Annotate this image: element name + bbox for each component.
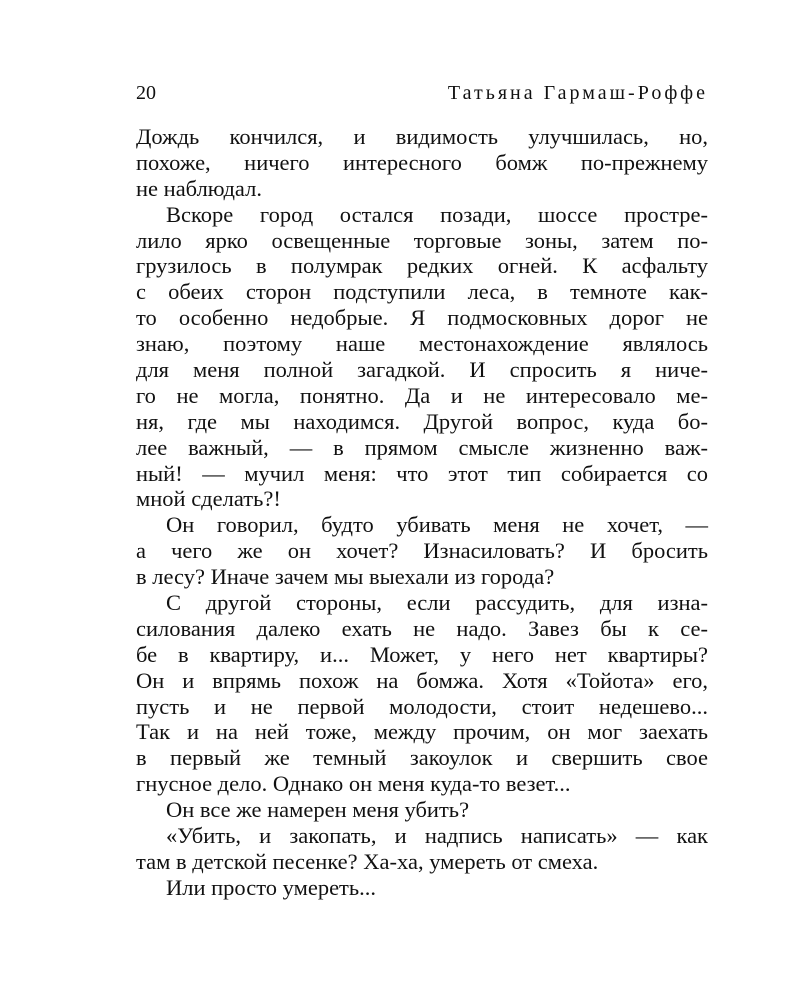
- text-line: Вскоре город остался позади, шоссе простре-: [166, 201, 708, 227]
- text-line: Или просто умереть...: [166, 874, 377, 900]
- body-text: [136, 124, 708, 901]
- text-line: с обеих сторон подступили леса, в темноте как-: [136, 279, 708, 305]
- text-line: лее важный, — в прямом смысле жизненно важ-: [136, 434, 708, 460]
- text-line: похоже, ничего интересного бомж по-прежнему: [136, 149, 708, 175]
- text-line: грузилось в полумрак редких огней. К асфальту: [136, 253, 708, 279]
- text-line: го не могла, понятно. Да и не интересовало ме-: [136, 382, 708, 408]
- text-line: лило ярко освещенные торговые зоны, затем по-: [136, 227, 708, 253]
- text-line: Он говорил, будто убивать меня не хочет, —: [166, 512, 708, 538]
- text-line: гнусное дело. Однако он меня куда-то везет...: [136, 771, 571, 797]
- text-line: бе в квартиру, и... Может, у него нет квартиры?: [136, 641, 708, 667]
- page-number: 20: [136, 82, 156, 104]
- text-line: Он все же намерен меня убить?: [166, 797, 470, 823]
- text-line: мной сделать?!: [136, 486, 281, 512]
- text-line: а чего же он хочет? Изнасиловать? И бросить: [136, 538, 708, 564]
- text-line: в лесу? Иначе зачем мы выехали из города?: [136, 564, 555, 590]
- page-header: [136, 78, 708, 108]
- text-line: ный! — мучил меня: что этот тип собирается со: [136, 460, 708, 486]
- text-line: то особенно недобрые. Я подмосковных дорог не: [136, 305, 708, 331]
- text-line: Дождь кончился, и видимость улучшилась, но,: [136, 124, 708, 149]
- text-line: для меня полной загадкой. И спросить я ниче-: [136, 357, 708, 383]
- text-line: знаю, поэтому наше местонахождение являлось: [136, 331, 708, 357]
- text-line: в первый же темный закоулок и свершить свое: [136, 745, 708, 771]
- text-line: силования далеко ехать не надо. Завез бы к се-: [136, 615, 708, 641]
- running-head-author: Татьяна Гармаш-Роффе: [447, 82, 708, 104]
- text-line: не наблюдал.: [136, 175, 262, 201]
- text-line: там в детской песенке? Ха-ха, умереть от смеха.: [136, 848, 599, 874]
- text-line: Так и на ней тоже, между прочим, он мог заехать: [136, 719, 708, 745]
- text-line: пусть и не первой молодости, стоит недешево...: [136, 693, 708, 719]
- text-line: Он и впрямь похож на бомжа. Хотя «Тойота» его,: [136, 667, 708, 693]
- text-line: ня, где мы находимся. Другой вопрос, куда бо-: [136, 408, 708, 434]
- text-line: С другой стороны, если рассудить, для изна-: [166, 590, 708, 616]
- text-line: «Убить, и закопать, и надпись написать» — как: [166, 823, 708, 849]
